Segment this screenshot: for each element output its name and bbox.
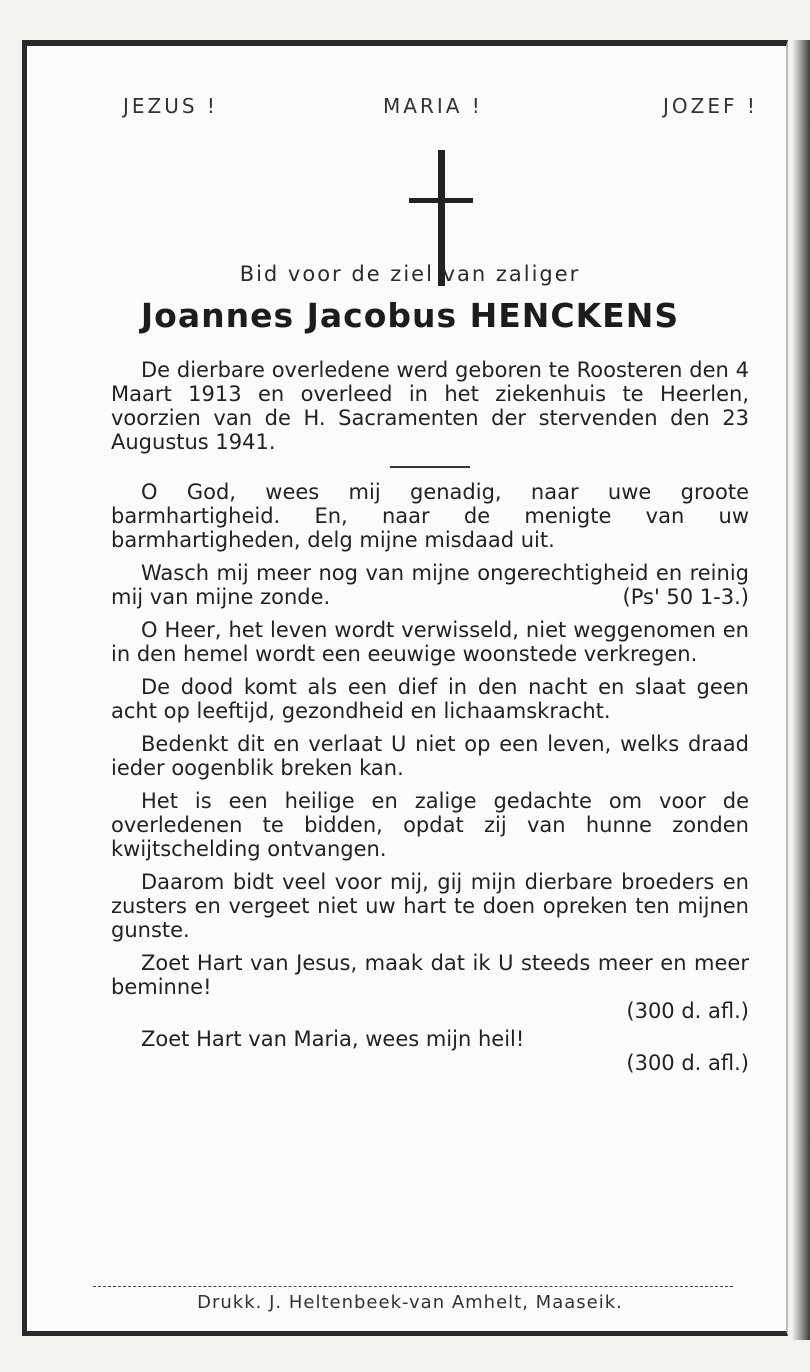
invocation-jozef: JOZEF ! <box>663 94 758 118</box>
paragraph-7: Daarom bidt veel voor mij, gij mijn dierbare broeders en zusters en vergeet niet uw hart te doen opreken ten mijnen gunste. <box>111 870 749 942</box>
paragraph-3: O Heer, het leven wordt verwisseld, niet weggenomen en in den hemel wordt een eeuwige woonstede verkregen. <box>111 618 749 666</box>
indulgence-2: (300 d. afl.) <box>626 1051 749 1075</box>
paragraph-9: Zoet Hart van Maria, wees mijn heil! <box>141 1027 525 1051</box>
paragraph-2 <box>111 561 749 609</box>
biography: De dierbare overledene werd geboren te Roosteren den 4 Maart 1913 en overleed in het ziekenhuis te Heerlen, voorzien van de H. Sacramenten der stervenden den 23 Augustus 1941. <box>111 358 749 454</box>
prayer-intro: Bid voor de ziel van zaliger <box>239 262 581 286</box>
deceased-name: Joannes Jacobus HENCKENS <box>140 296 680 335</box>
paragraph-6: Het is een heilige en zalige gedachte om voor de overledenen te bidden, opdat zij van hunne zonden kwijtschelding ontvangen. <box>111 789 749 861</box>
paragraph-5: Bedenkt dit en verlaat U niet op een leven, welks draad ieder oogenblik breken kan. <box>111 732 749 780</box>
indulgence-1: (300 d. afl.) <box>626 999 749 1023</box>
scan-edge-shadow <box>792 40 810 1340</box>
invocation-jezus: JEZUS ! <box>123 94 218 118</box>
paragraph-8: Zoet Hart van Jesus, maak dat ik U steeds meer en meer beminne! <box>111 951 749 999</box>
memorial-card <box>22 40 788 1336</box>
footer-rule <box>93 1286 733 1287</box>
paragraph-1: O God, wees mij genadig, naar uwe groote barmhartigheid. En, naar de menigte van uw barmhartigheden, delg mijne misdaad uit. <box>111 480 749 552</box>
divider <box>390 466 470 468</box>
printer-credit: Drukk. J. Heltenbeek-van Amhelt, Maaseik. <box>197 1292 623 1313</box>
psalm-reference: (Ps' 50 1-3.) <box>622 585 749 609</box>
paragraph-2-text: Wasch mij meer nog van mijne ongerechtigheid en reinig mij van mijne zonde. <box>111 561 749 609</box>
paragraph-4: De dood komt als een dief in den nacht en slaat geen acht op leeftijd, gezondheid en lichaamskracht. <box>111 675 749 723</box>
invocation-maria: MARIA ! <box>383 94 483 118</box>
memorial-text <box>111 358 749 1079</box>
